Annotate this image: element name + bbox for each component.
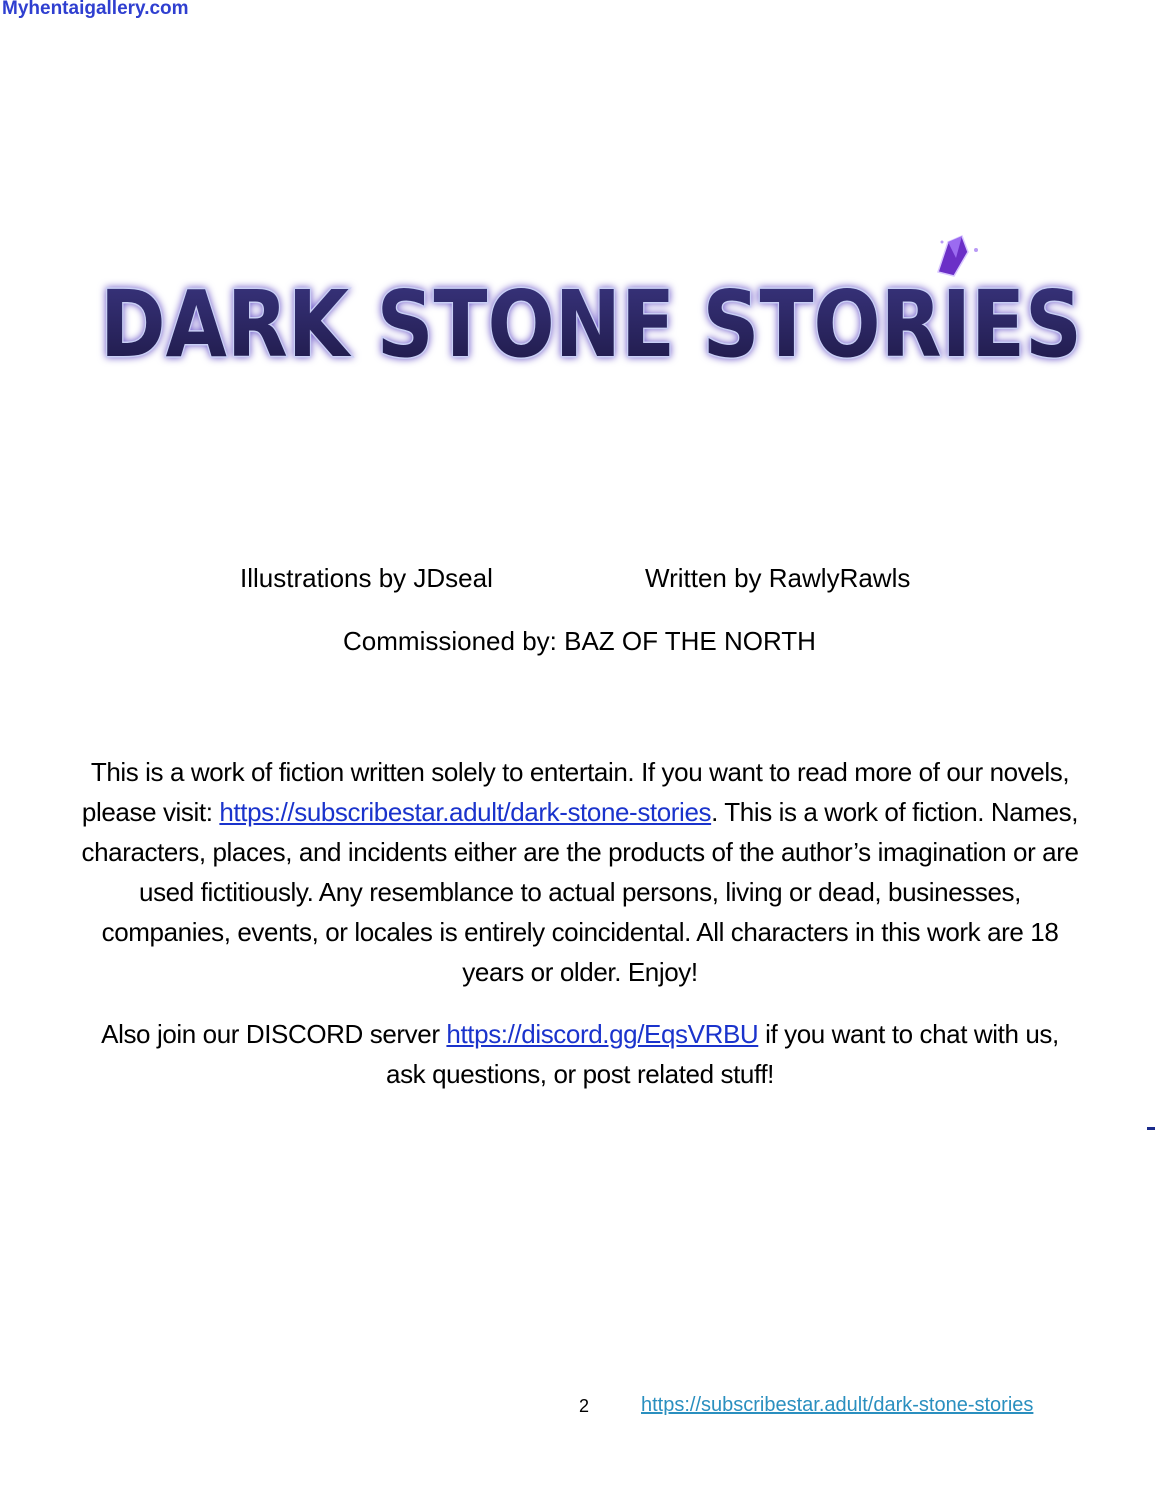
subscribestar-link[interactable]: https://subscribestar.adult/dark-stone-stories bbox=[219, 797, 712, 827]
writer-credit: Written by RawlyRawls bbox=[645, 563, 911, 593]
footer-link[interactable]: https://subscribestar.adult/dark-stone-stories bbox=[641, 1394, 1034, 1416]
credits-row bbox=[0, 563, 1159, 599]
disclaimer-text-1: This is a work of fiction written solely to entertain. If you want to read more of our novels, please visit: bbox=[81, 757, 1070, 827]
discord-text-2: if you want to chat with us, ask questions, or post related stuff! bbox=[386, 1019, 1059, 1089]
dark-stone-stories-logo bbox=[96, 232, 1086, 378]
margin-mark bbox=[1147, 1127, 1155, 1130]
watermark: Myhentaigallery.com bbox=[2, 0, 189, 19]
disclaimer-paragraph bbox=[80, 752, 1080, 992]
disclaimer-text-2: . This is a work of fiction. Names, characters, places, and incidents either are the products of the author’s imagination or are used fictitiously. Any resemblance to actual persons, living or dead, businesses, companies, events, or locales is entirely coincidental. All characters in this work are 18 years or older. Enjoy! bbox=[81, 797, 1079, 987]
discord-paragraph bbox=[80, 1014, 1080, 1094]
discord-text-1: Also join our DISCORD server bbox=[101, 1019, 447, 1049]
commissioned-credit: Commissioned by: BAZ OF THE NORTH bbox=[343, 626, 816, 656]
logo-text: DARK STONE STORIES bbox=[100, 271, 1082, 378]
logo-svg bbox=[96, 232, 1086, 378]
crystal-icon bbox=[938, 236, 978, 276]
discord-link[interactable]: https://discord.gg/EqsVRBU bbox=[446, 1019, 759, 1049]
illustrator-credit: Illustrations by JDseal bbox=[240, 563, 493, 593]
page-number: 2 bbox=[579, 1396, 590, 1416]
